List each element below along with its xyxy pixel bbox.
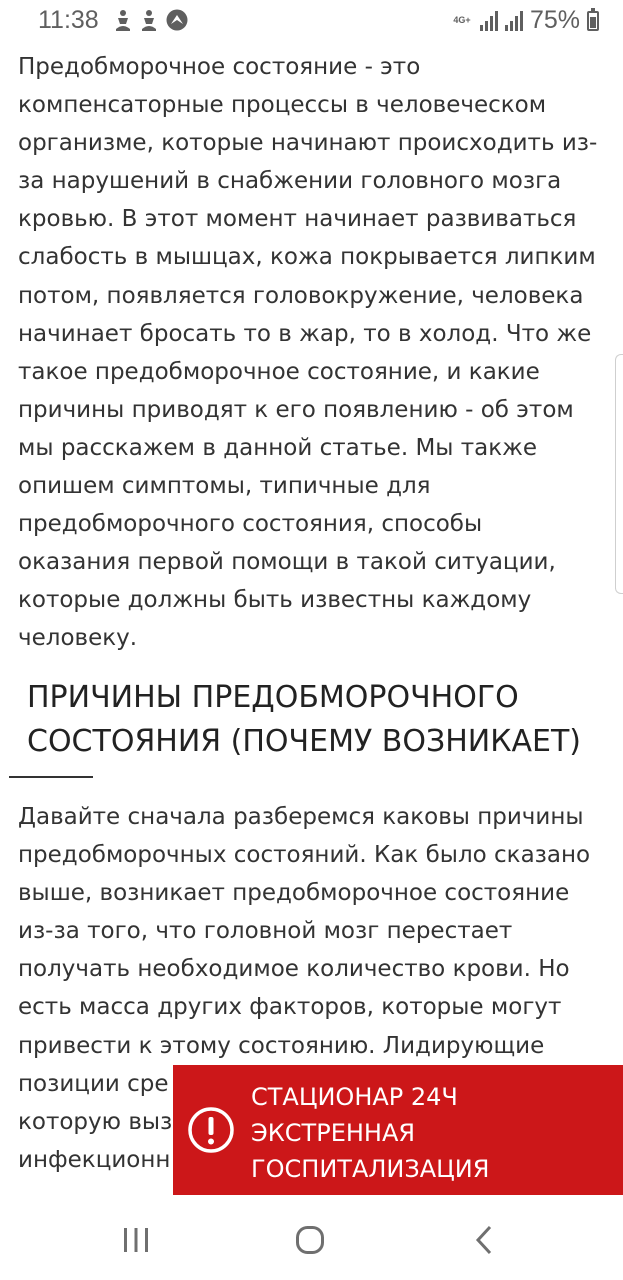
- navigation-circle-icon: [166, 9, 188, 31]
- battery-percent: 75%: [529, 6, 580, 34]
- notification-pin-icon: [140, 9, 158, 31]
- status-notification-icons: [114, 9, 188, 31]
- scroll-indicator[interactable]: [615, 354, 623, 594]
- alert-circle-icon: [187, 1106, 235, 1154]
- back-icon: [474, 1225, 494, 1255]
- emergency-hospitalization-banner[interactable]: [173, 1065, 623, 1195]
- network-type-label: 4G+: [453, 15, 471, 25]
- recent-apps-button[interactable]: [114, 1218, 158, 1262]
- notification-pin-icon: [114, 9, 132, 31]
- section-heading: ПРИЧИНЫ ПРЕДОБМОРОЧНОГО СОСТОЯНИЯ (ПОЧЕМУ ВОЗНИКАЕТ): [27, 680, 582, 759]
- signal-strength-icon: [505, 11, 523, 31]
- heading-underline: [9, 776, 93, 778]
- article-causes-paragraph: Давайте сначала разберемся каковы причины предобморочных состояний. Как было сказано выше, возникает предобморочное состояние из-за того, что головной мозг перестает получать необходимое количество крови. Но есть масса других факторов, которые могут привести к этому состоянию. Лидирующие позиции сре которую выз инфекционн: [18, 804, 591, 1173]
- battery-icon: [587, 11, 599, 31]
- home-button[interactable]: [288, 1218, 332, 1262]
- home-icon: [295, 1225, 325, 1255]
- article-intro-paragraph: Предобморочное состояние - это компенсаторные процессы в человеческом организме, которые начинают происходить из- за нарушений в снабжении головного мозга кровью. В этот момент начинает развиваться слабость в мышцах, кожа покрывается липким потом, появляется головокружение, человека начинает бросать то в жар, то в холод. Что же такое предобморочное состояние, и какие причины приводят к его появлению - об этом мы расскажем в данной статье. Мы также опишем симптомы, типичные для предобморочного состояния, способы оказания первой помощи в такой ситуации, которые должны быть известны каждому человеку.: [18, 54, 598, 652]
- banner-text: СТАЦИОНАР 24Ч ЭКСТРЕННАЯ ГОСПИТАЛИЗАЦИЯ: [251, 1083, 490, 1183]
- status-bar: [0, 0, 623, 44]
- recent-apps-icon: [121, 1227, 151, 1253]
- status-system-icons: [451, 6, 599, 35]
- status-time: 11:38: [38, 6, 99, 34]
- back-button[interactable]: [462, 1218, 506, 1262]
- signal-strength-icon: [480, 11, 498, 31]
- system-navigation-bar: [0, 1200, 623, 1280]
